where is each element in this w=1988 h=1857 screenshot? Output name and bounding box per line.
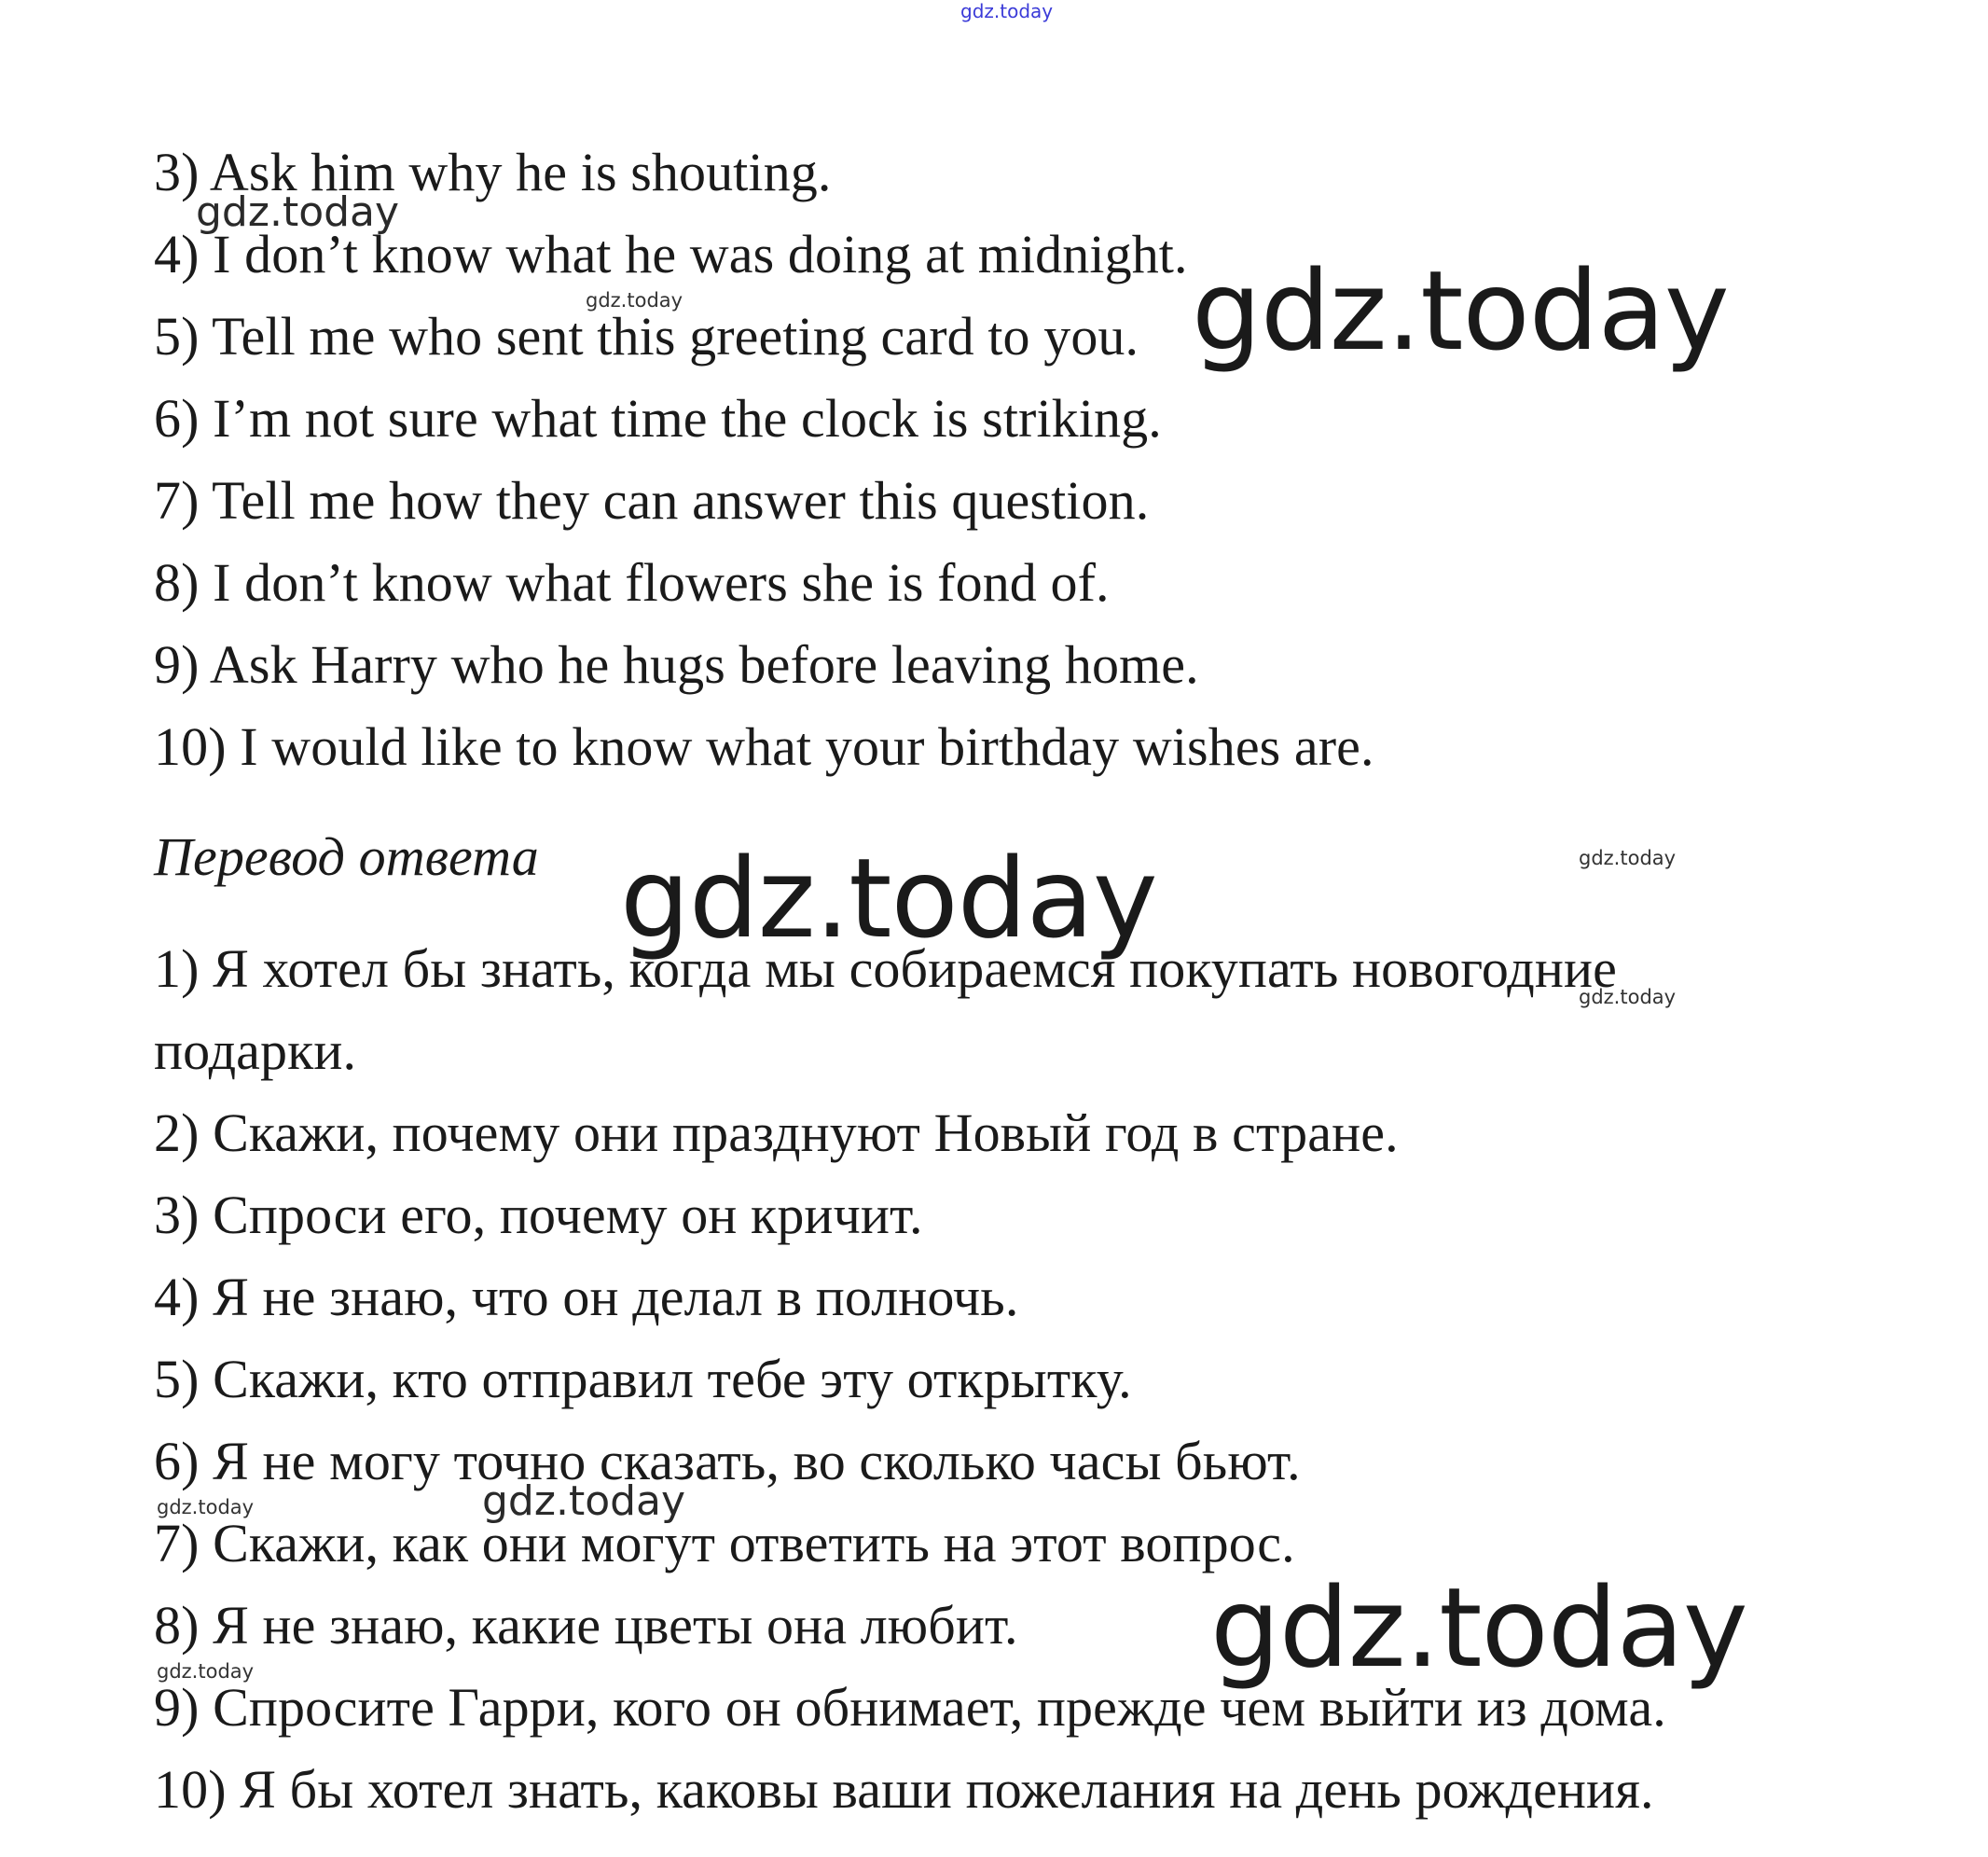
watermark-large-2: gdz.today — [620, 834, 1157, 963]
russian-line-7: 7) Скажи, как они могут ответить на этот вопрос. — [154, 1513, 1295, 1573]
watermark-large-3: gdz.today — [1210, 1563, 1747, 1692]
russian-line-8: 8) Я не знаю, какие цветы она любит. — [154, 1595, 1018, 1656]
english-line-9: 9) Ask Harry who he hugs before leaving home. — [154, 634, 1199, 695]
watermark-small-3: gdz.today — [1579, 986, 1677, 1008]
english-line-4: 4) I don’t know what he was doing at midnight. — [154, 224, 1188, 284]
english-line-3: 3) Ask him why he is shouting. — [154, 142, 832, 202]
english-line-5: 5) Tell me who sent this greeting card to you. — [154, 306, 1139, 367]
watermark-top: gdz.today — [960, 0, 1054, 22]
russian-line-1-cont: подарки. — [154, 1020, 357, 1081]
russian-line-10: 10) Я бы хотел знать, каковы ваши пожелания на день рождения. — [154, 1759, 1654, 1820]
watermark-large-1: gdz.today — [1192, 246, 1729, 375]
watermark-small-2: gdz.today — [1579, 847, 1677, 869]
watermark-medium-2: gdz.today — [482, 1477, 686, 1525]
russian-line-4: 4) Я не знаю, что он делал в полночь. — [154, 1267, 1019, 1327]
english-line-7: 7) Tell me how they can answer this question. — [154, 470, 1150, 531]
russian-line-6: 6) Я не могу точно сказать, во сколько часы бьют. — [154, 1431, 1301, 1491]
russian-line-9: 9) Спросите Гарри, кого он обнимает, прежде чем выйти из дома. — [154, 1677, 1666, 1738]
russian-line-3: 3) Спроси его, почему он кричит. — [154, 1185, 923, 1245]
translation-heading: Перевод ответа — [154, 826, 539, 887]
english-line-6: 6) I’m not sure what time the clock is striking. — [154, 388, 1162, 449]
russian-line-5: 5) Скажи, кто отправил тебе эту открытку. — [154, 1349, 1132, 1409]
english-line-8: 8) I don’t know what flowers she is fond of. — [154, 552, 1110, 613]
english-line-10: 10) I would like to know what your birthday wishes are. — [154, 716, 1374, 777]
watermark-small-4: gdz.today — [157, 1496, 255, 1518]
watermark-small-1: gdz.today — [586, 289, 683, 312]
russian-line-1: 1) Я хотел бы знать, когда мы собираемся покупать новогодние — [154, 938, 1617, 999]
russian-line-2: 2) Скажи, почему они празднуют Новый год в стране. — [154, 1102, 1399, 1163]
watermark-small-5: gdz.today — [157, 1660, 255, 1683]
watermark-medium-1: gdz.today — [196, 188, 400, 236]
